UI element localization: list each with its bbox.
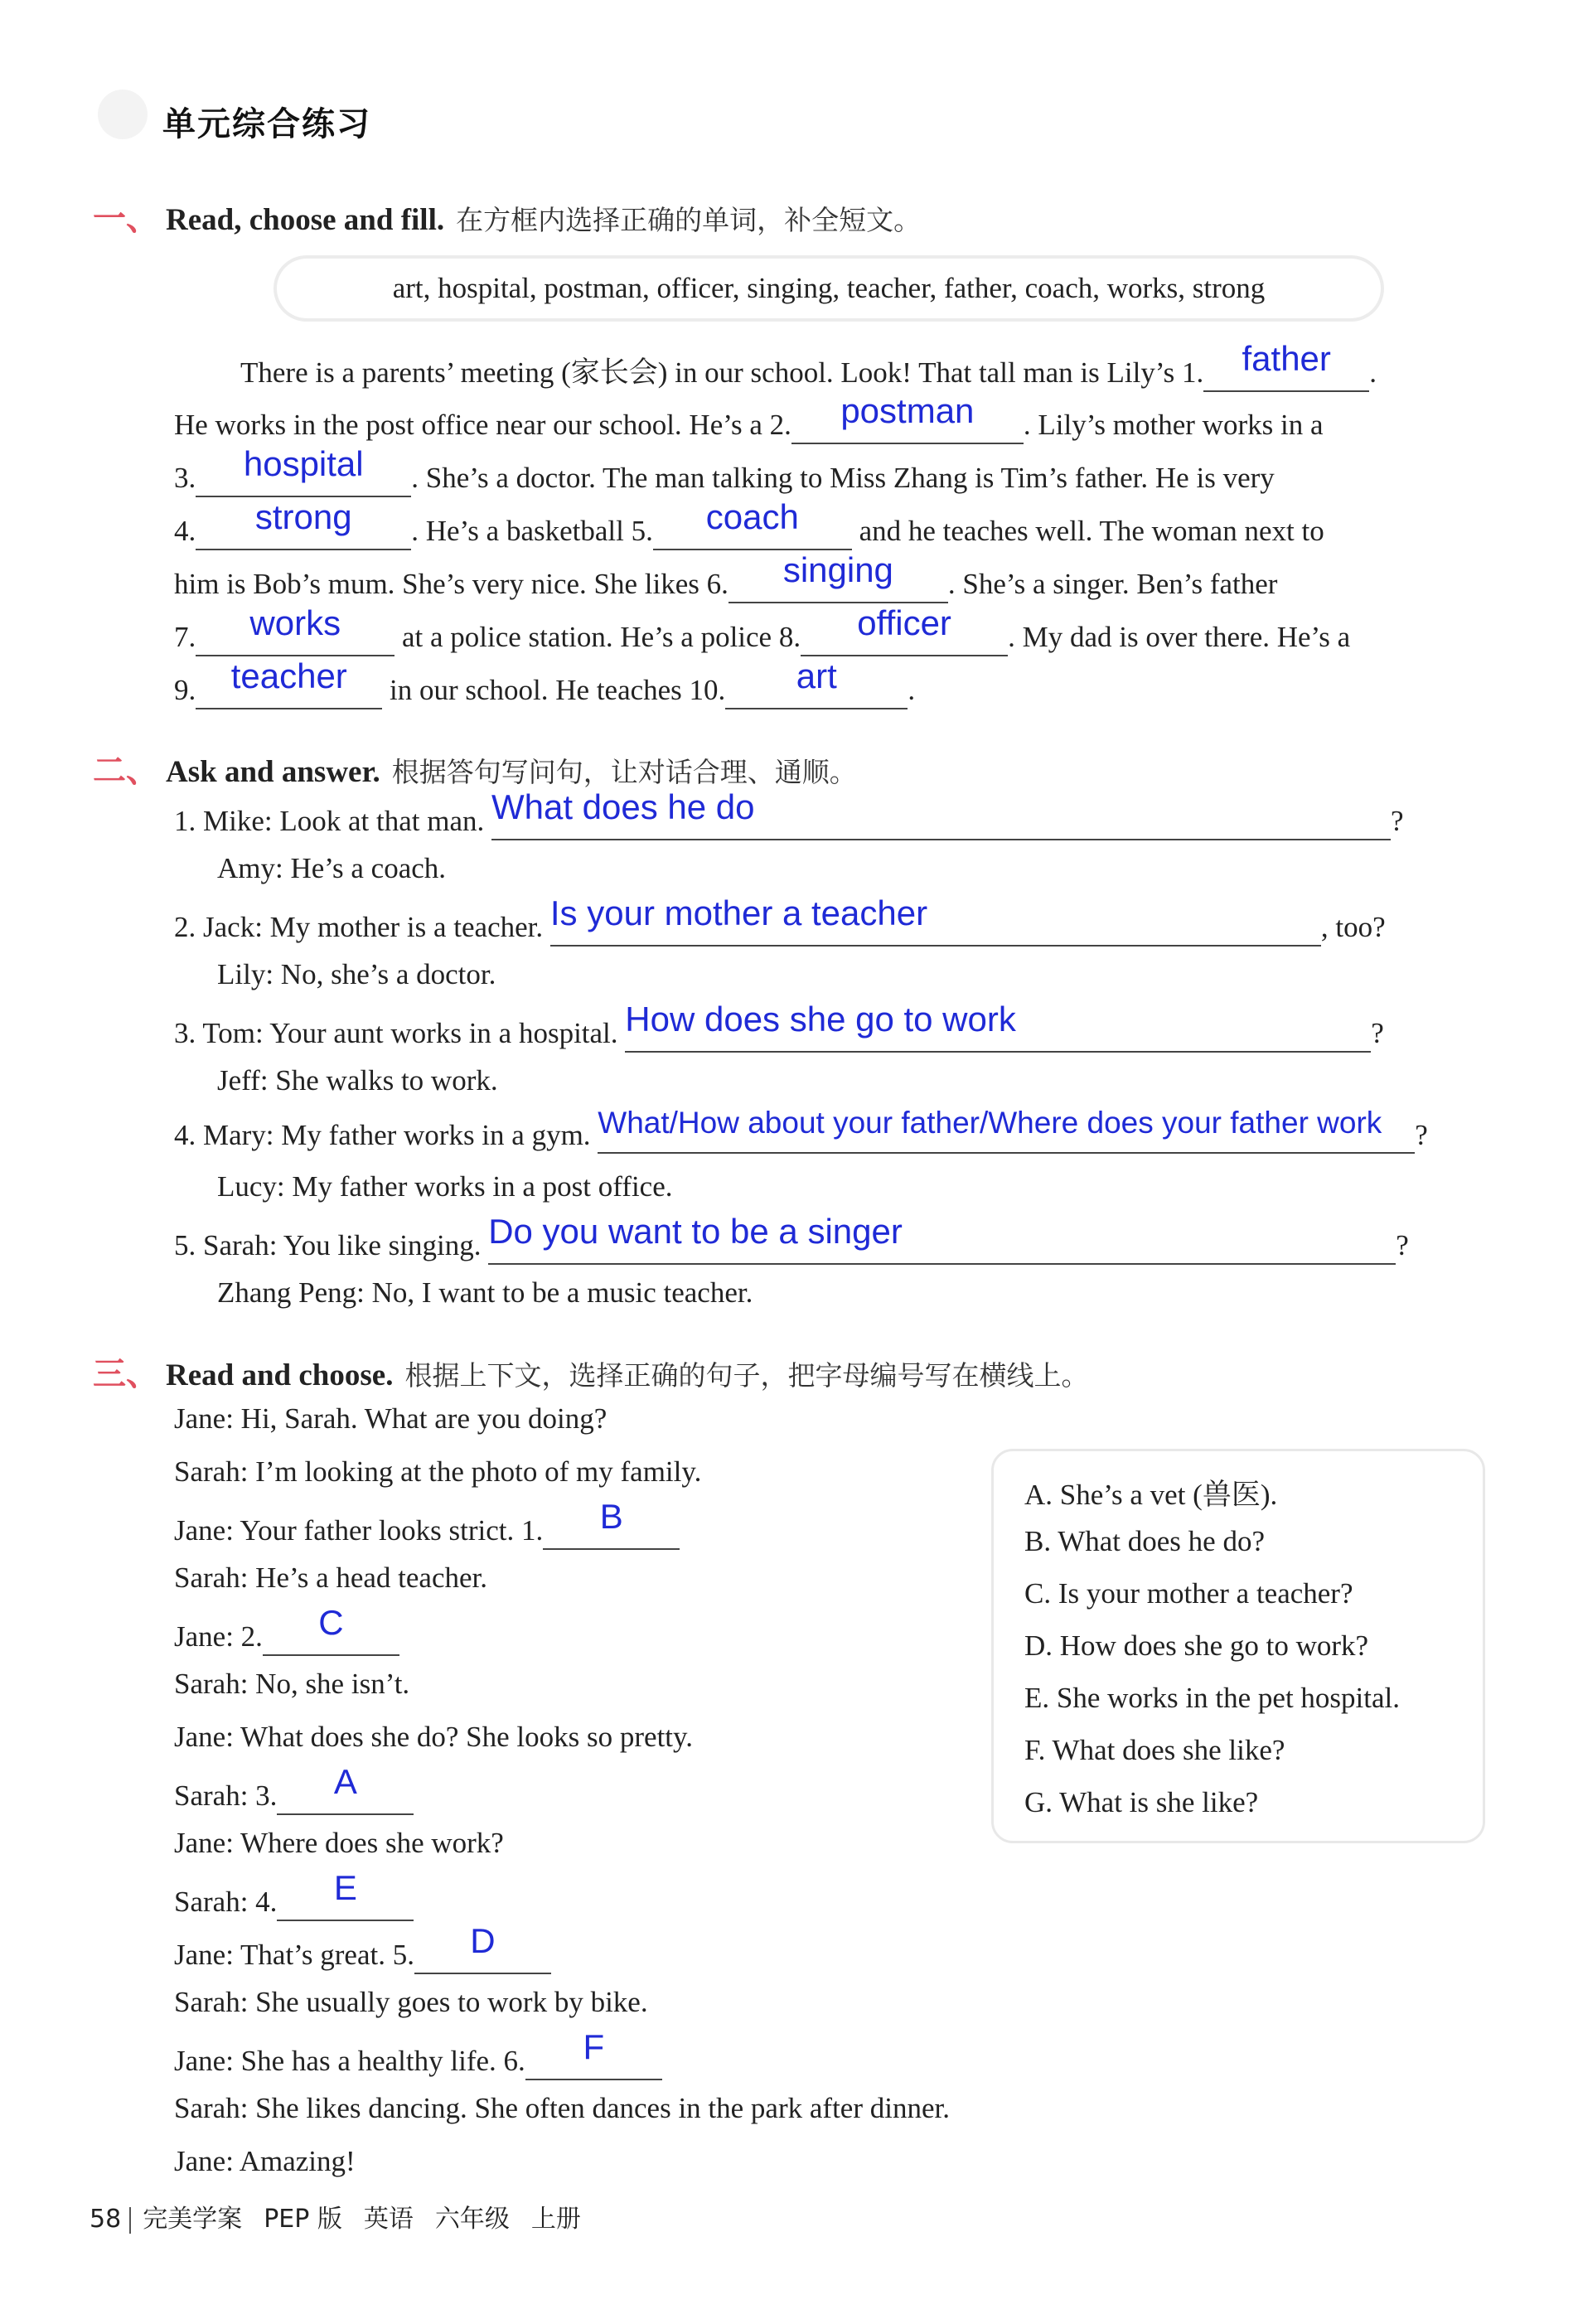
answer-text: art <box>796 656 837 695</box>
passage-line: There is a parents’ meeting (家长会) in our school. Look! That tall man is Lily’s 1. father . <box>240 350 1377 392</box>
section3-instruction: 根据上下文，选择正确的句子，把字母编号写在横线上。 <box>404 1359 1089 1392</box>
section2-heading <box>93 744 857 792</box>
dialogue-line: Jane: Amazing! <box>174 2145 356 2177</box>
passage-line: He works in the post office near our school. He’s a 2. postman . Lily’s mother works in a <box>174 403 1324 444</box>
answer-text: coach <box>705 497 799 536</box>
dialogue-line: Jane: She has a healthy life. 6. F <box>174 2039 662 2080</box>
dialogue-line: Jane: Hi, Sarah. What are you doing? <box>174 1402 607 1435</box>
answer-text: A <box>333 1762 357 1801</box>
dialogue-line: Sarah: She usually goes to work by bike. <box>174 1986 648 2018</box>
answer-blank <box>196 497 411 550</box>
title-decoration <box>98 90 148 139</box>
answer-blank <box>1203 339 1369 392</box>
qa-reply: Zhang Peng: No, I want to be a music teacher. <box>217 1276 753 1309</box>
answer-text: father <box>1242 339 1331 378</box>
answer-blank <box>196 603 394 656</box>
answer-blank <box>263 1603 399 1656</box>
answer-text: E <box>333 1868 357 1907</box>
answer-text: Is your mother a teacher <box>549 893 928 932</box>
section1-heading <box>93 192 921 240</box>
section2-instruction: 根据答句写问句，让对话合理、通顺。 <box>391 756 857 788</box>
answer-text: How does she go to work <box>625 1000 1016 1039</box>
section1-number: 一、 <box>93 200 159 238</box>
footer-edition: PEP 版 <box>264 2205 342 2234</box>
option-item: D. How does she go to work? <box>1024 1629 1369 1662</box>
footer-volume: 上册 <box>530 2205 581 2234</box>
option-item: C. Is your mother a teacher? <box>1024 1577 1353 1610</box>
answer-blank <box>196 656 382 709</box>
option-item: B. What does he do? <box>1024 1525 1265 1557</box>
dialogue-line: Sarah: 3. A <box>174 1774 414 1815</box>
qa-question: 3. Tom: Your aunt works in a hospital. How does she go to work ? <box>174 1011 1384 1053</box>
answer-blank <box>543 1497 680 1550</box>
passage-line: 9. teacher in our school. He teaches 10. art . <box>174 668 915 709</box>
page-footer <box>90 2198 603 2234</box>
passage-line: 7. works at a police station. He’s a police 8. officer . My dad is over there. He’s a <box>174 615 1350 656</box>
dialogue-line: Sarah: I’m looking at the photo of my family. <box>174 1455 702 1488</box>
answer-text: Do you want to be a singer <box>488 1212 903 1251</box>
dialogue-line: Jane: Your father looks strict. 1. B <box>174 1508 680 1550</box>
passage-line: 3. hospital . She’s a doctor. The man talking to Miss Zhang is Tim’s father. He is very <box>174 456 1275 497</box>
qa-reply: Lucy: My father works in a post office. <box>217 1170 673 1203</box>
answer-blank <box>277 1868 414 1921</box>
answer-blank <box>728 550 948 603</box>
dialogue-line: Jane: Where does she work? <box>174 1827 504 1859</box>
section2-number: 二、 <box>93 752 159 790</box>
answer-text: B <box>599 1497 623 1536</box>
answer-blank <box>491 787 1391 840</box>
qa-reply: Lily: No, she’s a doctor. <box>217 958 496 990</box>
qa-reply: Amy: He’s a coach. <box>217 852 447 884</box>
footer-divider <box>129 2207 131 2234</box>
page-title: 单元综合练习 <box>162 105 371 143</box>
answer-text: C <box>318 1603 344 1642</box>
dialogue-line: Jane: That’s great. 5. D <box>174 1933 551 1974</box>
answer-text: What does he do <box>491 787 755 826</box>
word-bank: art, hospital, postman, officer, singing, teacher, father, coach, works, strong <box>273 255 1384 322</box>
qa-question: 2. Jack: My mother is a teacher. Is your mother a teacher , too? <box>174 905 1386 947</box>
qa-question: 4. Mary: My father works in a gym. What/How about your father/Where does your father work ? <box>174 1117 1428 1154</box>
answer-blank <box>277 1762 414 1815</box>
passage-line: 4. strong . He’s a basketball 5. coach and he teaches well. The woman next to <box>174 509 1324 550</box>
answer-text: hospital <box>243 444 364 483</box>
dialogue-line: Jane: What does she do? She looks so pretty. <box>174 1721 694 1753</box>
option-item: E. She works in the pet hospital. <box>1024 1682 1401 1714</box>
qa-question: 5. Sarah: You like singing. Do you want to be a singer ? <box>174 1223 1409 1265</box>
section3-title: Read and choose. <box>166 1358 394 1392</box>
option-item: G. What is she like? <box>1024 1786 1259 1818</box>
qa-question: 1. Mike: Look at that man. What does he do ? <box>174 799 1404 840</box>
footer-subject: 英语 <box>363 2205 414 2234</box>
answer-blank <box>525 2027 662 2080</box>
answer-text: D <box>470 1921 496 1960</box>
footer-grade: 六年级 <box>434 2205 510 2234</box>
section3-number: 三、 <box>93 1355 159 1393</box>
section3-heading <box>93 1348 1088 1395</box>
answer-text: teacher <box>230 656 347 695</box>
answer-blank <box>791 391 1024 444</box>
section1-title: Read, choose and fill. <box>166 203 445 237</box>
passage-line: him is Bob’s mum. She’s very nice. She likes 6. singing . She’s a singer. Ben’s father <box>174 562 1277 603</box>
answer-text: works <box>249 603 341 642</box>
answer-blank <box>196 444 411 497</box>
footer-book: 完美学案 <box>143 2205 243 2234</box>
dialogue-line: Sarah: She likes dancing. She often dances in the park after dinner. <box>174 2092 950 2124</box>
answer-text: officer <box>857 603 951 642</box>
answer-blank <box>488 1212 1396 1265</box>
dialogue-line: Sarah: No, she isn’t. <box>174 1668 410 1700</box>
dialogue-line: Sarah: 4. E <box>174 1880 414 1921</box>
answer-blank <box>414 1921 551 1974</box>
answer-text: singing <box>782 550 893 589</box>
answer-blank <box>801 603 1008 656</box>
option-item: F. What does she like? <box>1024 1734 1285 1766</box>
section1-instruction: 在方框内选择正确的单词，补全短文。 <box>456 204 922 236</box>
qa-reply: Jeff: She walks to work. <box>217 1064 498 1097</box>
answer-text: postman <box>840 391 975 430</box>
answer-text: What/How about your father/Where does your father work <box>598 1106 1382 1140</box>
answer-blank <box>725 656 908 709</box>
answer-text: F <box>583 2027 605 2066</box>
dialogue-line: Sarah: He’s a head teacher. <box>174 1561 488 1594</box>
section2-title: Ask and answer. <box>166 755 380 789</box>
answer-blank <box>653 497 852 550</box>
answer-text: strong <box>254 497 352 536</box>
page-number: 58 <box>90 2205 122 2234</box>
option-item: A. She’s a vet (兽医). <box>1024 1479 1278 1511</box>
dialogue-line: Jane: 2. C <box>174 1615 399 1656</box>
